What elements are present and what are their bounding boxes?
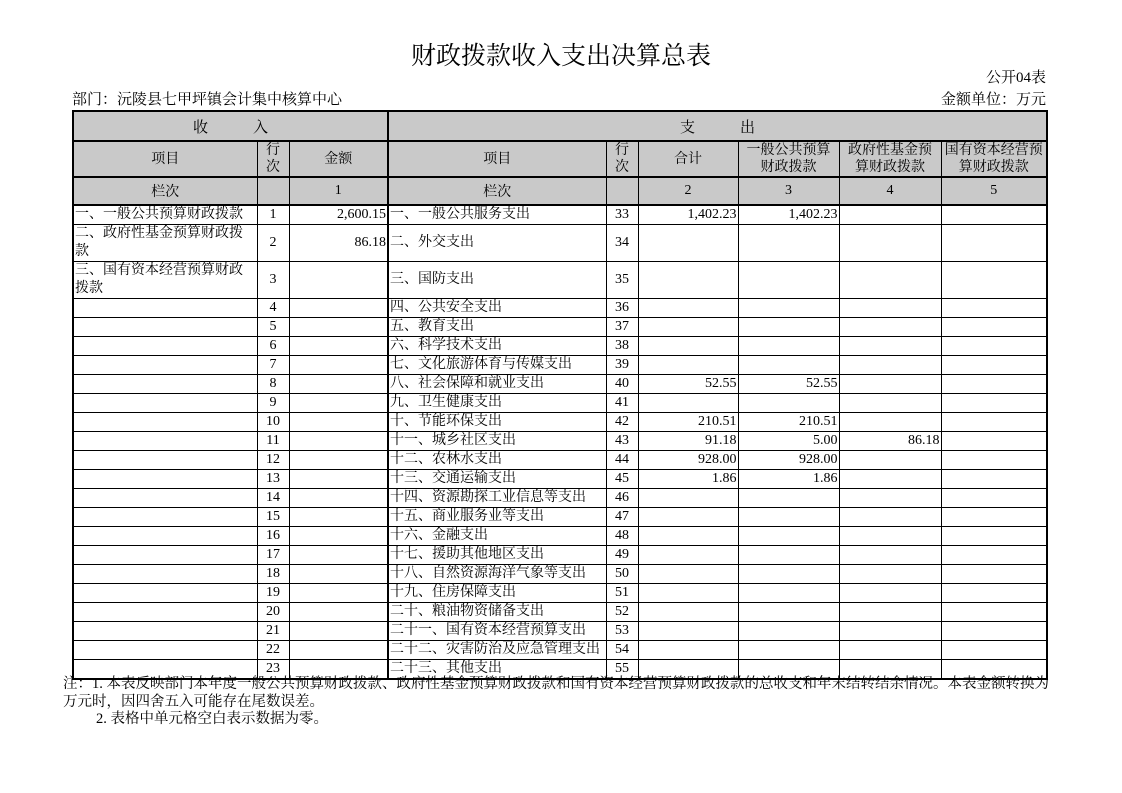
- expense-state-capital: [941, 375, 1047, 394]
- expense-state-capital: [941, 470, 1047, 489]
- expense-total: 91.18: [638, 432, 738, 451]
- table-row: [73, 565, 1047, 584]
- income-row-no: 20: [257, 603, 289, 622]
- expense-state-capital: [941, 299, 1047, 318]
- expense-state-capital: [941, 546, 1047, 565]
- expense-state-capital: [941, 394, 1047, 413]
- expense-item: 二十一、国有资本经营预算支出: [388, 622, 606, 641]
- expense-general-budget: 52.55: [738, 375, 839, 394]
- expense-total: 1.86: [638, 470, 738, 489]
- expense-gov-fund: [839, 318, 941, 337]
- income-amount: [289, 262, 388, 299]
- expense-general-budget: [738, 394, 839, 413]
- expense-state-capital: [941, 584, 1047, 603]
- income-row-no: 1: [257, 205, 289, 225]
- income-amount: [289, 527, 388, 546]
- expense-general-budget: [738, 641, 839, 660]
- income-amount: [289, 641, 388, 660]
- expense-total: [638, 546, 738, 565]
- expense-item: 七、文化旅游体育与传媒支出: [388, 356, 606, 375]
- table-row: [73, 413, 1047, 432]
- expense-general-budget: [738, 565, 839, 584]
- table-row: [73, 375, 1047, 394]
- income-item: [73, 565, 257, 584]
- expense-gov-fund: [839, 470, 941, 489]
- expense-item: 十九、住房保障支出: [388, 584, 606, 603]
- income-item: 三、国有资本经营预算财政拨款: [73, 262, 257, 299]
- income-amount: [289, 546, 388, 565]
- expense-general-budget: 5.00: [738, 432, 839, 451]
- expense-state-capital: [941, 432, 1047, 451]
- income-row-no: 21: [257, 622, 289, 641]
- expense-row-no: 40: [606, 375, 638, 394]
- income-amount: [289, 470, 388, 489]
- expense-item: 三、国防支出: [388, 262, 606, 299]
- expense-gov-fund: 86.18: [839, 432, 941, 451]
- income-row-no: 13: [257, 470, 289, 489]
- footnotes: [63, 676, 1050, 729]
- table-row: [73, 527, 1047, 546]
- income-row-no: 12: [257, 451, 289, 470]
- income-item: [73, 508, 257, 527]
- income-item: 二、政府性基金预算财政拨款: [73, 225, 257, 262]
- unit-label: 金额单位：万元: [940, 92, 1046, 108]
- expense-total: [638, 489, 738, 508]
- column-header-row: [73, 141, 1047, 177]
- expense-item: 十三、交通运输支出: [388, 470, 606, 489]
- income-row-no: 23: [257, 660, 289, 680]
- income-amount: [289, 622, 388, 641]
- state-capital-header: 国有资本经营预算财政拨款: [941, 141, 1047, 177]
- expense-row-no: 37: [606, 318, 638, 337]
- expense-item: 十二、农林水支出: [388, 451, 606, 470]
- income-row-no-header: 行次: [257, 141, 289, 177]
- expense-total: 52.55: [638, 375, 738, 394]
- expense-total: [638, 337, 738, 356]
- expense-general-budget: 210.51: [738, 413, 839, 432]
- expense-general-budget: [738, 603, 839, 622]
- income-item: [73, 546, 257, 565]
- expense-state-capital: [941, 318, 1047, 337]
- expense-general-budget: [738, 318, 839, 337]
- income-item: [73, 299, 257, 318]
- income-amount: 86.18: [289, 225, 388, 262]
- expense-row-no: 36: [606, 299, 638, 318]
- expense-item: 十一、城乡社区支出: [388, 432, 606, 451]
- income-row-no: 7: [257, 356, 289, 375]
- table-row: [73, 508, 1047, 527]
- expense-row-no: 39: [606, 356, 638, 375]
- expense-total: 928.00: [638, 451, 738, 470]
- expense-general-budget: [738, 262, 839, 299]
- expense-gov-fund: [839, 299, 941, 318]
- income-row-no: 6: [257, 337, 289, 356]
- expense-total: 210.51: [638, 413, 738, 432]
- income-item: [73, 337, 257, 356]
- expense-total: [638, 565, 738, 584]
- expense-gov-fund: [839, 394, 941, 413]
- income-item: [73, 470, 257, 489]
- expense-gov-fund: [839, 375, 941, 394]
- col-num-3: 3: [738, 177, 839, 205]
- expense-state-capital: [941, 356, 1047, 375]
- income-item: 一、一般公共预算财政拨款: [73, 205, 257, 225]
- expense-row-no: 38: [606, 337, 638, 356]
- table-row: [73, 622, 1047, 641]
- income-amount: [289, 318, 388, 337]
- table-row: [73, 262, 1047, 299]
- gov-fund-header: 政府性基金预算财政拨款: [839, 141, 941, 177]
- expense-row-no: 35: [606, 262, 638, 299]
- income-amount: [289, 299, 388, 318]
- expense-item: 六、科学技术支出: [388, 337, 606, 356]
- expense-total: [638, 262, 738, 299]
- income-section-header: 收 入: [73, 111, 388, 141]
- income-amount-header: 金额: [289, 141, 388, 177]
- income-row-no: 18: [257, 565, 289, 584]
- expense-gov-fund: [839, 508, 941, 527]
- income-row-no: 5: [257, 318, 289, 337]
- expense-state-capital: [941, 489, 1047, 508]
- income-row-no: 9: [257, 394, 289, 413]
- expense-general-budget: 928.00: [738, 451, 839, 470]
- income-item: [73, 527, 257, 546]
- expense-row-no: 42: [606, 413, 638, 432]
- expense-row-no: 33: [606, 205, 638, 225]
- expense-total: [638, 527, 738, 546]
- income-row-no: 4: [257, 299, 289, 318]
- expense-state-capital: [941, 565, 1047, 584]
- expense-general-budget: 1.86: [738, 470, 839, 489]
- expense-row-no: 34: [606, 225, 638, 262]
- expense-state-capital: [941, 225, 1047, 262]
- column-number-row: [73, 177, 1047, 205]
- expense-general-budget: 1,402.23: [738, 205, 839, 225]
- income-item: [73, 318, 257, 337]
- table-row: [73, 394, 1047, 413]
- expense-row-no: 48: [606, 527, 638, 546]
- table-row: [73, 470, 1047, 489]
- table-row: [73, 451, 1047, 470]
- expense-state-capital: [941, 641, 1047, 660]
- general-budget-header: 一般公共预算财政拨款: [738, 141, 839, 177]
- expense-item: 四、公共安全支出: [388, 299, 606, 318]
- expense-item: 九、卫生健康支出: [388, 394, 606, 413]
- expense-total: [638, 508, 738, 527]
- expense-gov-fund: [839, 641, 941, 660]
- expense-row-no: 55: [606, 660, 638, 680]
- table-row: [73, 225, 1047, 262]
- expense-item: 二十三、其他支出: [388, 660, 606, 680]
- table-row: [73, 584, 1047, 603]
- department-label: 部门：沅陵县七甲坪镇会计集中核算中心: [72, 92, 343, 108]
- expense-section-header: 支 出: [388, 111, 1047, 141]
- expense-row-no: 52: [606, 603, 638, 622]
- expense-gov-fund: [839, 603, 941, 622]
- expense-total: [638, 225, 738, 262]
- expense-general-budget: [738, 299, 839, 318]
- expense-state-capital: [941, 413, 1047, 432]
- expense-state-capital: [941, 508, 1047, 527]
- income-amount: [289, 603, 388, 622]
- income-row-no: 15: [257, 508, 289, 527]
- footnote-1: 注：1. 本表反映部门本年度一般公共预算财政拨款、政府性基金预算财政拨款和国有资本经营预算财政拨款的总收支和年末结转结余情况。本表金额转换为万元时，因四舍五入可能存在尾数误差。: [63, 676, 1049, 710]
- col-num-4: 4: [839, 177, 941, 205]
- income-row-no: 22: [257, 641, 289, 660]
- expense-state-capital: [941, 603, 1047, 622]
- expense-gov-fund: [839, 413, 941, 432]
- income-item: [73, 641, 257, 660]
- income-row-no: 2: [257, 225, 289, 262]
- expense-gov-fund: [839, 527, 941, 546]
- expense-row-no: 46: [606, 489, 638, 508]
- expense-state-capital: [941, 205, 1047, 225]
- fiscal-appropriation-table: [72, 110, 1048, 680]
- expense-item: 一、一般公共服务支出: [388, 205, 606, 225]
- table-row: [73, 318, 1047, 337]
- col-num-1: 1: [289, 177, 388, 205]
- expense-state-capital: [941, 527, 1047, 546]
- expense-gov-fund: [839, 356, 941, 375]
- expense-item: 十八、自然资源海洋气象等支出: [388, 565, 606, 584]
- expense-row-no: 43: [606, 432, 638, 451]
- income-item: [73, 603, 257, 622]
- income-row-no: 3: [257, 262, 289, 299]
- expense-total: [638, 641, 738, 660]
- expense-total: [638, 394, 738, 413]
- income-amount: [289, 489, 388, 508]
- expense-row-no: 54: [606, 641, 638, 660]
- expense-row-no: 50: [606, 565, 638, 584]
- expense-item: 十六、金融支出: [388, 527, 606, 546]
- col-num-5: 5: [941, 177, 1047, 205]
- income-row-no: 17: [257, 546, 289, 565]
- expense-total: [638, 356, 738, 375]
- income-row-no: 11: [257, 432, 289, 451]
- lanci-right-label: 栏次: [388, 177, 606, 205]
- table-row: [73, 546, 1047, 565]
- expense-row-no: 45: [606, 470, 638, 489]
- col-num-2: 2: [638, 177, 738, 205]
- table-row: [73, 641, 1047, 660]
- blank-cell: [606, 177, 638, 205]
- expense-general-budget: [738, 584, 839, 603]
- income-row-no: 14: [257, 489, 289, 508]
- table-code: 公开04表: [985, 70, 1046, 86]
- income-item: [73, 413, 257, 432]
- table-row: [73, 489, 1047, 508]
- income-item: [73, 489, 257, 508]
- income-amount: [289, 565, 388, 584]
- expense-total: [638, 584, 738, 603]
- expense-general-budget: [738, 622, 839, 641]
- expense-total: [638, 318, 738, 337]
- income-amount: [289, 394, 388, 413]
- page-title: 财政拨款收入支出决算总表: [410, 43, 711, 70]
- expense-gov-fund: [839, 262, 941, 299]
- income-amount: [289, 432, 388, 451]
- expense-gov-fund: [839, 337, 941, 356]
- expense-item: 二、外交支出: [388, 225, 606, 262]
- expense-gov-fund: [839, 622, 941, 641]
- expense-state-capital: [941, 451, 1047, 470]
- income-item: [73, 432, 257, 451]
- income-amount: [289, 337, 388, 356]
- expense-gov-fund: [839, 205, 941, 225]
- expense-item: 十七、援助其他地区支出: [388, 546, 606, 565]
- expense-item: 五、教育支出: [388, 318, 606, 337]
- expense-gov-fund: [839, 546, 941, 565]
- meta-row: [72, 88, 1046, 109]
- blank-cell: [257, 177, 289, 205]
- income-item: [73, 375, 257, 394]
- income-item: [73, 584, 257, 603]
- table-row: [73, 603, 1047, 622]
- expense-item: 二十二、灾害防治及应急管理支出: [388, 641, 606, 660]
- income-row-no: 10: [257, 413, 289, 432]
- income-item: [73, 451, 257, 470]
- expense-row-no: 44: [606, 451, 638, 470]
- expense-gov-fund: [839, 225, 941, 262]
- expense-state-capital: [941, 337, 1047, 356]
- expense-gov-fund: [839, 451, 941, 470]
- expense-item-header: 项目: [388, 141, 606, 177]
- expense-item: 十四、资源勘探工业信息等支出: [388, 489, 606, 508]
- expense-item: 十、节能环保支出: [388, 413, 606, 432]
- expense-general-budget: [738, 225, 839, 262]
- lanci-left-label: 栏次: [73, 177, 257, 205]
- expense-total: [638, 622, 738, 641]
- expense-gov-fund: [839, 584, 941, 603]
- footnote-2: 2. 表格中单元格空白表示数据为零。: [96, 711, 328, 728]
- expense-row-no: 49: [606, 546, 638, 565]
- expense-total-header: 合计: [638, 141, 738, 177]
- expense-item: 二十、粮油物资储备支出: [388, 603, 606, 622]
- expense-general-budget: [738, 489, 839, 508]
- income-item: [73, 394, 257, 413]
- income-amount: [289, 375, 388, 394]
- expense-row-no: 41: [606, 394, 638, 413]
- expense-row-no: 53: [606, 622, 638, 641]
- income-amount: [289, 584, 388, 603]
- income-item: [73, 622, 257, 641]
- expense-row-no: 47: [606, 508, 638, 527]
- income-row-no: 8: [257, 375, 289, 394]
- expense-general-budget: [738, 527, 839, 546]
- income-amount: 2,600.15: [289, 205, 388, 225]
- expense-total: [638, 603, 738, 622]
- table-row: [73, 205, 1047, 225]
- table-row: [73, 356, 1047, 375]
- expense-total: 1,402.23: [638, 205, 738, 225]
- income-row-no: 19: [257, 584, 289, 603]
- expense-item: 十五、商业服务业等支出: [388, 508, 606, 527]
- expense-gov-fund: [839, 565, 941, 584]
- table-row: [73, 432, 1047, 451]
- expense-state-capital: [941, 622, 1047, 641]
- section-header-row: [73, 111, 1047, 141]
- table-row: [73, 299, 1047, 318]
- expense-gov-fund: [839, 489, 941, 508]
- expense-general-budget: [738, 508, 839, 527]
- expense-general-budget: [738, 546, 839, 565]
- expense-general-budget: [738, 356, 839, 375]
- income-amount: [289, 413, 388, 432]
- table-row: [73, 337, 1047, 356]
- income-amount: [289, 508, 388, 527]
- income-amount: [289, 451, 388, 470]
- expense-row-no: 51: [606, 584, 638, 603]
- expense-item: 八、社会保障和就业支出: [388, 375, 606, 394]
- income-row-no: 16: [257, 527, 289, 546]
- expense-state-capital: [941, 262, 1047, 299]
- expense-general-budget: [738, 337, 839, 356]
- income-item: [73, 356, 257, 375]
- expense-total: [638, 299, 738, 318]
- expense-row-no-header: 行次: [606, 141, 638, 177]
- income-item-header: 项目: [73, 141, 257, 177]
- income-amount: [289, 356, 388, 375]
